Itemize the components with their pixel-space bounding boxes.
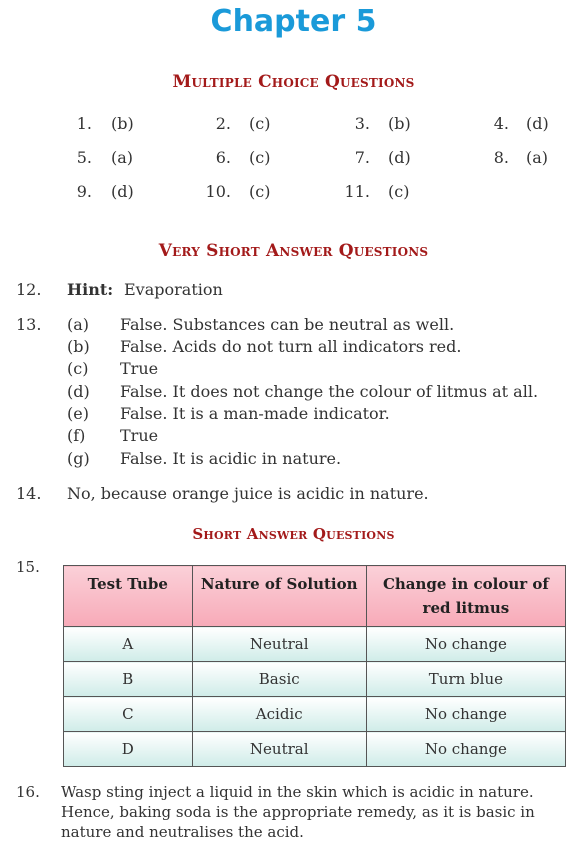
mcq-number: 3.: [354, 114, 370, 133]
mcq-number: 9.: [76, 182, 92, 201]
mcq-answer: (b): [388, 114, 411, 133]
table-cell: C: [64, 697, 193, 732]
question-number: 13.: [16, 315, 42, 334]
part-label: (g): [67, 449, 90, 468]
table-row: [64, 662, 566, 697]
part-text: True: [120, 426, 159, 445]
question-number: 15.: [16, 558, 40, 576]
part-text: False. Acids do not turn all indicators red.: [120, 337, 462, 356]
page-title: Chapter 5: [210, 4, 377, 39]
table-cell: Neutral: [192, 732, 366, 767]
question-number: 12.: [16, 280, 42, 299]
mcq-number: 8.: [493, 148, 509, 167]
mcq-number: 2.: [215, 114, 231, 133]
part-label: (a): [67, 315, 90, 334]
mcq-number: 5.: [76, 148, 92, 167]
mcq-answer: (d): [526, 114, 549, 133]
hint-label: Hint:: [67, 280, 114, 299]
part-text: False. It is acidic in nature.: [120, 449, 342, 468]
mcq-answer: (a): [111, 148, 134, 167]
table-cell: Turn blue: [366, 662, 565, 697]
table-cell: No change: [366, 732, 565, 767]
part-label: (f): [67, 426, 86, 445]
mcq-answer: (d): [388, 148, 411, 167]
table-cell: A: [64, 627, 193, 662]
table-cell: Acidic: [192, 697, 366, 732]
mcq-number: 1.: [76, 114, 92, 133]
part-text: False. It is a man-made indicator.: [120, 404, 390, 423]
mcq-number: 10.: [205, 182, 231, 201]
mcq-number: 7.: [354, 148, 370, 167]
question-number: 14.: [16, 484, 42, 503]
table-row: [64, 732, 566, 767]
part-text: True: [120, 359, 159, 378]
question-number: 16.: [16, 783, 40, 801]
part-text: False. It does not change the colour of litmus at all.: [120, 382, 539, 401]
column-header: Nature of Solution: [192, 566, 366, 627]
section-heading-mcq: Multiple Choice Questions: [172, 72, 415, 92]
part-label: (e): [67, 404, 89, 423]
answer-line: Hence, baking soda is the appropriate remedy, as it is basic in: [61, 803, 535, 821]
mcq-number: 11.: [344, 182, 370, 201]
part-label: (d): [67, 382, 90, 401]
hint-text: Evaporation: [124, 280, 223, 299]
answer-text: No, because orange juice is acidic in nature.: [67, 484, 429, 503]
results-table: [63, 565, 566, 767]
mcq-answer: (d): [111, 182, 134, 201]
column-header: Test Tube: [64, 566, 193, 627]
table-cell: D: [64, 732, 193, 767]
table-row: [64, 697, 566, 732]
table-cell: Basic: [192, 662, 366, 697]
table-row: [64, 627, 566, 662]
table-cell: B: [64, 662, 193, 697]
mcq-answer: (c): [388, 182, 410, 201]
table-header-row: [64, 566, 566, 627]
table-cell: No change: [366, 627, 565, 662]
section-heading-short: Short Answer Questions: [192, 525, 395, 543]
part-text: False. Substances can be neutral as well.: [120, 315, 455, 334]
mcq-answer: (c): [249, 114, 271, 133]
table-cell: Neutral: [192, 627, 366, 662]
mcq-answer: (c): [249, 182, 271, 201]
mcq-number: 6.: [215, 148, 231, 167]
section-heading-very-short: Very Short Answer Questions: [158, 241, 429, 261]
part-label: (c): [67, 359, 89, 378]
mcq-answer: (a): [526, 148, 549, 167]
column-header: Change in colour of red litmus: [366, 566, 565, 627]
table-cell: No change: [366, 697, 565, 732]
part-label: (b): [67, 337, 90, 356]
mcq-answer: (b): [111, 114, 134, 133]
answer-line: nature and neutralises the acid.: [61, 823, 304, 841]
mcq-number: 4.: [493, 114, 509, 133]
answer-line: Wasp sting inject a liquid in the skin which is acidic in nature.: [61, 783, 534, 801]
mcq-answer: (c): [249, 148, 271, 167]
